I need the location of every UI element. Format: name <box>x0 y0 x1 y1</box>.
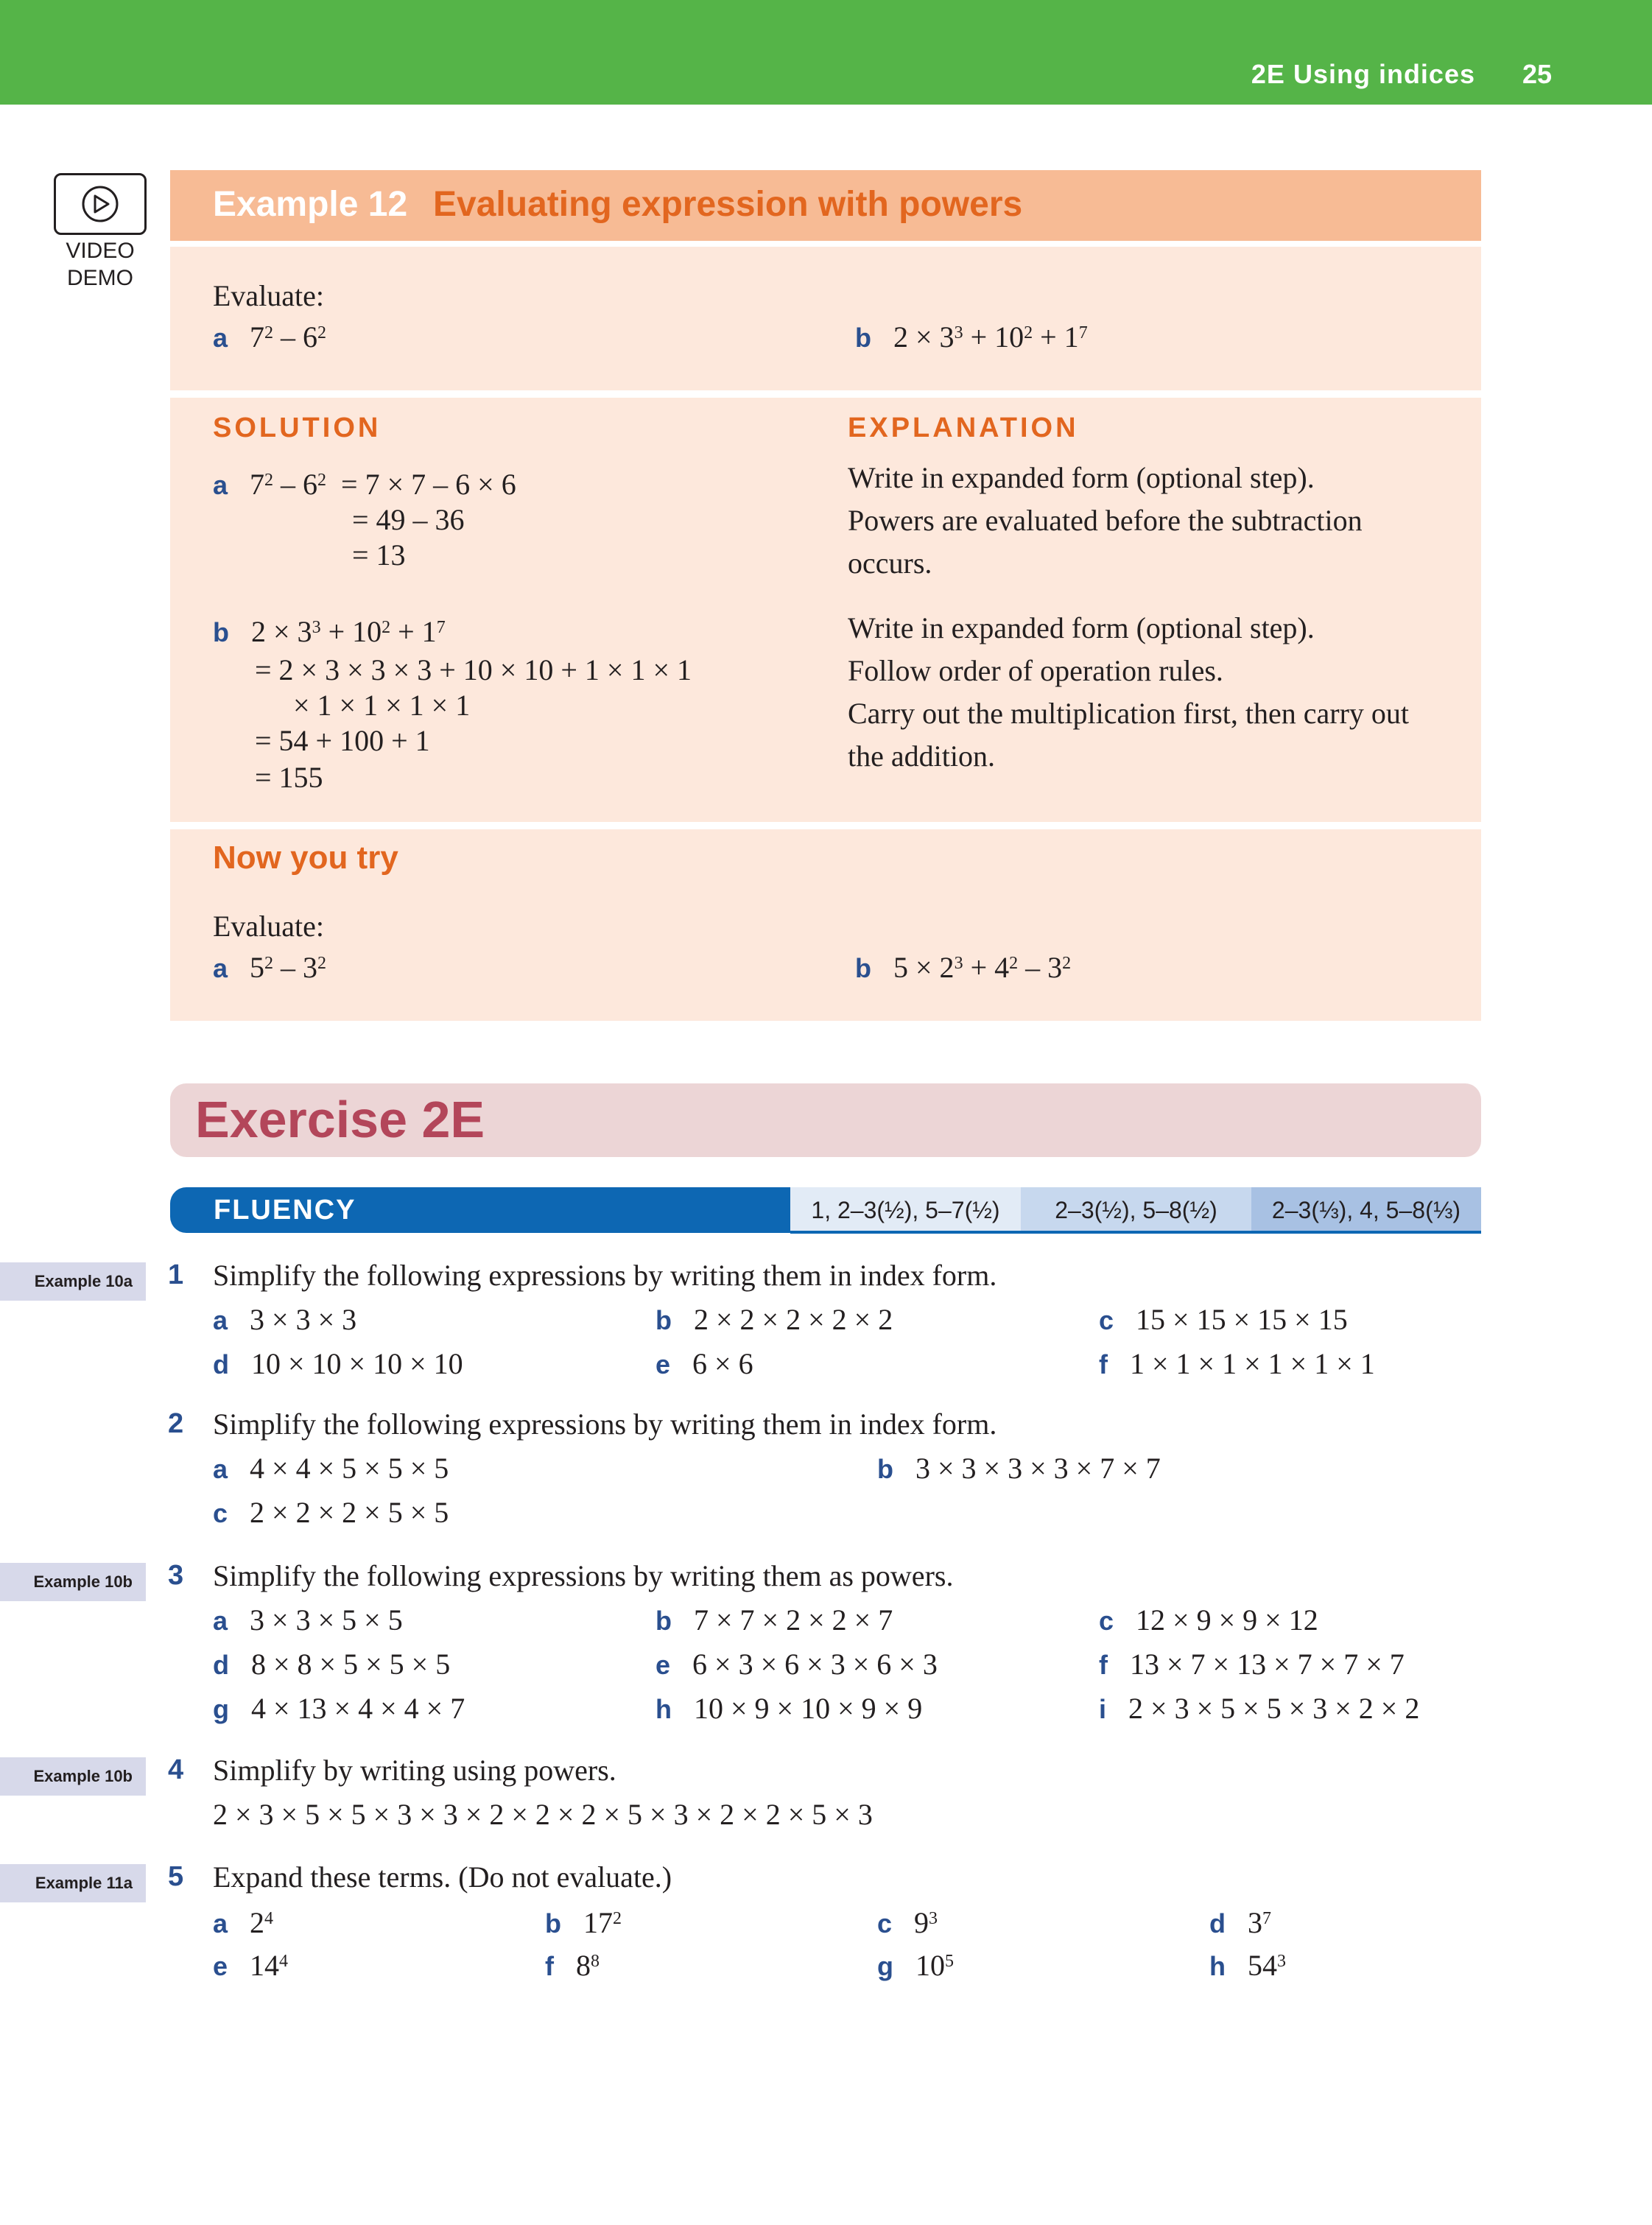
q5-number: 5 <box>168 1861 184 1892</box>
solution-b-line2: = 2 × 3 × 3 × 3 + 10 × 10 + 1 × 1 × 1 <box>255 653 692 686</box>
q5-part-h: h $54^3$ <box>1209 1949 1286 1982</box>
q4-number: 4 <box>168 1754 184 1785</box>
q2-text: Simplify the following expressions by writing them in index form. <box>213 1407 997 1441</box>
example-question-panel <box>170 247 1481 390</box>
section-title: 2E Using indices <box>1251 59 1475 89</box>
video-demo-label: VIDEO DEMO <box>66 239 135 290</box>
q3-part-b: b 7 × 7 × 2 × 2 × 7 <box>655 1603 893 1637</box>
q5-part-d: d $3^7$ <box>1209 1906 1271 1939</box>
page-number: 25 <box>1522 59 1552 89</box>
solution-b-line4: = 54 + 100 + 1 <box>255 724 430 757</box>
example-ref-q5[interactable]: Example 11a <box>0 1864 146 1902</box>
q1-part-b: b 2 × 2 × 2 × 2 × 2 <box>655 1303 893 1336</box>
try-part-a: a $5^2 - 3^2$ <box>213 951 327 984</box>
q4-expression: 2 × 3 × 5 × 5 × 3 × 3 × 2 × 2 × 2 × 5 × 3 × 2 × 2 × 5 × 3 <box>213 1798 873 1831</box>
q3-part-c: c 12 × 9 × 9 × 12 <box>1099 1603 1318 1637</box>
q3-part-g: g 4 × 13 × 4 × 4 × 7 <box>213 1692 465 1725</box>
example-ref-q1[interactable]: Example 10a <box>0 1262 146 1301</box>
example-title: Evaluating expression with powers <box>433 185 1023 224</box>
fluency-underline <box>790 1231 1481 1234</box>
example-part-a: a $7^2 - 6^2$ <box>213 320 327 354</box>
q5-text: Expand these terms. (Do not evaluate.) <box>213 1860 672 1894</box>
q1-part-a: a 3 × 3 × 3 <box>213 1303 357 1336</box>
q2-part-c: c 2 × 2 × 2 × 5 × 5 <box>213 1496 449 1529</box>
example-number: Example 12 <box>213 185 408 224</box>
q3-part-a: a 3 × 3 × 5 × 5 <box>213 1603 403 1637</box>
play-icon <box>56 175 144 233</box>
q3-part-i: i 2 × 3 × 5 × 5 × 3 × 2 × 2 <box>1099 1692 1420 1725</box>
q5-part-c: c $9^3$ <box>877 1906 938 1939</box>
try-prompt: Evaluate: <box>213 910 325 943</box>
example-ref-q4[interactable]: Example 10b <box>0 1757 146 1796</box>
q5-part-g: g $10^5$ <box>877 1949 954 1982</box>
solution-a-line1: a $7^2 - 6^2 = 7 \times 7 - 6 \times 6$ <box>213 468 516 501</box>
fluency-tier-3: 2–3(⅓), 4, 5–8(⅓) <box>1251 1187 1481 1233</box>
fluency-tier-1: 1, 2–3(½), 5–7(½) <box>790 1187 1021 1233</box>
q1-number: 1 <box>168 1259 184 1290</box>
now-you-try-heading: Now you try <box>213 840 398 876</box>
solution-a-line3: = 13 <box>352 538 406 572</box>
q3-number: 3 <box>168 1560 184 1591</box>
explanation-b: Write in expanded form (optional step). Follow order of operation rules. Carry out the multiplication first, then carry out the addition. <box>848 611 1410 773</box>
q5-part-f: f $8^8$ <box>545 1949 600 1982</box>
q1-part-d: d 10 × 10 × 10 × 10 <box>213 1347 463 1380</box>
fluency-label: FLUENCY <box>214 1195 356 1226</box>
q5-part-a: a $2^4$ <box>213 1906 274 1939</box>
solution-heading: SOLUTION <box>213 412 382 443</box>
q2-number: 2 <box>168 1408 184 1439</box>
q1-part-c: c 15 × 15 × 15 × 15 <box>1099 1303 1348 1336</box>
q3-text: Simplify the following expressions by writing them as powers. <box>213 1559 954 1592</box>
exercise-title: Exercise 2E <box>195 1091 485 1148</box>
q5-part-e: e $14^4$ <box>213 1949 289 1982</box>
solution-b-line5: = 155 <box>255 761 323 794</box>
q3-part-e: e 6 × 3 × 6 × 3 × 6 × 3 <box>655 1648 938 1681</box>
example-ref-q3[interactable]: Example 10b <box>0 1563 146 1601</box>
solution-a-line2: = 49 – 36 <box>352 503 465 536</box>
q2-part-a: a 4 × 4 × 5 × 5 × 5 <box>213 1452 449 1485</box>
q3-part-f: f 13 × 7 × 13 × 7 × 7 × 7 <box>1099 1648 1405 1681</box>
explanation-heading: EXPLANATION <box>848 412 1079 443</box>
q3-part-h: h 10 × 9 × 10 × 9 × 9 <box>655 1692 923 1725</box>
solution-b-line1: b $2 \times 3^3 + 10^2 + 1^7$ <box>213 615 446 648</box>
fluency-tier-2: 2–3(½), 5–8(½) <box>1021 1187 1251 1233</box>
q3-part-d: d 8 × 8 × 5 × 5 × 5 <box>213 1648 451 1681</box>
q1-text: Simplify the following expressions by writing them in index form. <box>213 1259 997 1292</box>
try-part-b: b $5 \times 2^3 + 4^2 - 3^2$ <box>855 951 1072 984</box>
q1-part-f: f 1 × 1 × 1 × 1 × 1 × 1 <box>1099 1347 1375 1380</box>
q4-text: Simplify by writing using powers. <box>213 1754 616 1787</box>
video-demo-button[interactable] <box>54 173 147 235</box>
q2-part-b: b 3 × 3 × 3 × 3 × 7 × 7 <box>877 1452 1161 1485</box>
q1-part-e: e 6 × 6 <box>655 1347 753 1380</box>
solution-b-line3: × 1 × 1 × 1 × 1 <box>293 689 471 722</box>
q5-part-b: b $17^2$ <box>545 1906 622 1939</box>
explanation-a: Write in expanded form (optional step). Powers are evaluated before the subtraction occurs. <box>848 461 1363 580</box>
example-prompt: Evaluate: <box>213 279 325 312</box>
example-part-b: b $2 \times 3^3 + 10^2 + 1^7$ <box>855 320 1088 354</box>
